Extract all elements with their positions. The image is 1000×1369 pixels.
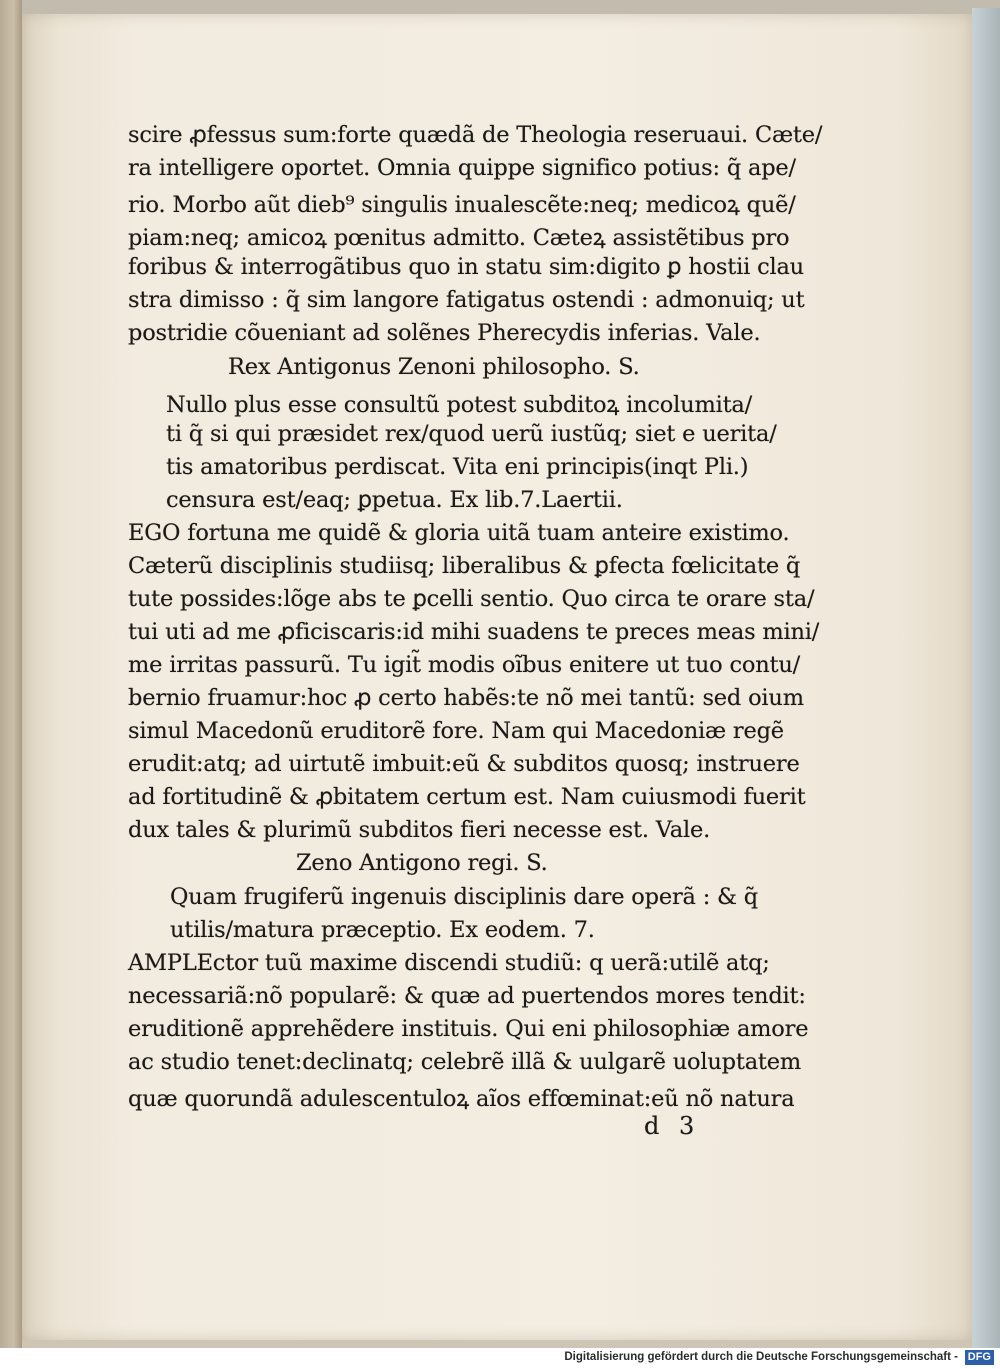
footer-bar [0, 1348, 1000, 1369]
summary-line: Quam frugiferũ ingenuis disciplinis dare operã : & q̃ [170, 884, 759, 910]
text-line: scire ꝓfessus sum:forte quædã de Theologia reseruaui. Cæte/ [128, 122, 823, 148]
text-line: stra dimisso : q̃ sim langore fatigatus ostendi : admonuiq; ut [128, 287, 805, 313]
text-line: quæ quorundã adulescentuloꝝ aĩos effœminat:eũ nõ natura [128, 1086, 795, 1112]
text-line: simul Macedonũ eruditorẽ fore. Nam qui Macedoniæ regẽ [128, 718, 784, 744]
summary-line: utilis/matura præceptio. Ex eodem. 7. [170, 917, 595, 943]
page-top-edge [22, 0, 1000, 14]
text-line: eruditionẽ apprehẽdere instituis. Qui eni philosophiæ amore [128, 1016, 809, 1042]
text-line: Cæterũ disciplinis studiisq; liberalibus & ꝑfecta fœlicitate q̃ [128, 553, 801, 579]
text-line: tui uti ad me ꝓficiscaris:id mihi suadens te preces meas mini/ [128, 619, 820, 645]
text-line: necessariã:nõ popularẽ: & quæ ad puertendos mores tendit: [128, 983, 806, 1009]
text-line: ad fortitudinẽ & ꝓbitatem certum est. Nam cuiusmodi fuerit [128, 784, 806, 810]
text-line: rio. Morbo aũt dieb⁹ singulis inualescẽte:neq; medicoꝝ quẽ/ [128, 192, 796, 218]
text-line: foribus & interrogãtibus quo in statu sim:digito ꝑ hostii clau [128, 254, 804, 280]
dfg-logo: DFG [965, 1350, 994, 1365]
text-line: EGO fortuna me quidẽ & gloria uitã tuam anteire existimo. [128, 520, 790, 546]
summary-line: tis amatoribus perdiscat. Vita eni principis(inqt Pli.) [166, 454, 749, 480]
page-right-edge [972, 8, 1000, 1348]
summary-line: Nullo plus esse consultũ potest subditoꝝ incolumita/ [166, 392, 753, 418]
text-line: piam:neq; amicoꝝ pœnitus admitto. Cæteꝝ assistẽtibus pro [128, 225, 790, 251]
text-line: postridie cõueniant ad solẽnes Pherecydis inferias. Vale. [128, 320, 761, 346]
letter-heading: Rex Antigonus Zenoni philosopho. S. [228, 354, 640, 380]
text-line: ac studio tenet:declinatq; celebrẽ illã & uulgarẽ uoluptatem [128, 1049, 802, 1075]
text-line: erudit:atq; ad uirtutẽ imbuit:eũ & subditos quosq; instruere [128, 751, 800, 777]
summary-line: ti q̃ si qui præsidet rex/quod uerũ iustũq; siet e uerita/ [166, 421, 777, 447]
text-line: ra intelligere oportet. Omnia quippe significo potius: q̃ ape/ [128, 155, 796, 181]
summary-line: censura est/eaq; ꝑpetua. Ex lib.7.Laertii. [166, 487, 623, 513]
text-line: tute possides:lõge abs te ꝑcelli sentio. Quo circa te orare sta/ [128, 586, 815, 612]
footer-credit: Digitalisierung gefördert durch die Deutsche Forschungsgemeinschaft - [564, 1351, 958, 1363]
text-line: dux tales & plurimũ subditos fieri necesse est. Vale. [128, 817, 711, 843]
text-line: me irritas passurũ. Tu igit̃ modis oĩbus enitere ut tuo contu/ [128, 652, 801, 678]
signature-mark: d 3 [644, 1112, 701, 1140]
text-line: AMPLEctor tuũ maxime discendi studiũ: q uerã:utilẽ atq; [128, 950, 770, 976]
letter-heading: Zeno Antigono regi. S. [296, 850, 548, 876]
book-gutter [0, 0, 22, 1348]
text-line: bernio fruamur:hoc ꝓ certo habẽs:te nõ mei tantũ: sed oium [128, 685, 804, 711]
